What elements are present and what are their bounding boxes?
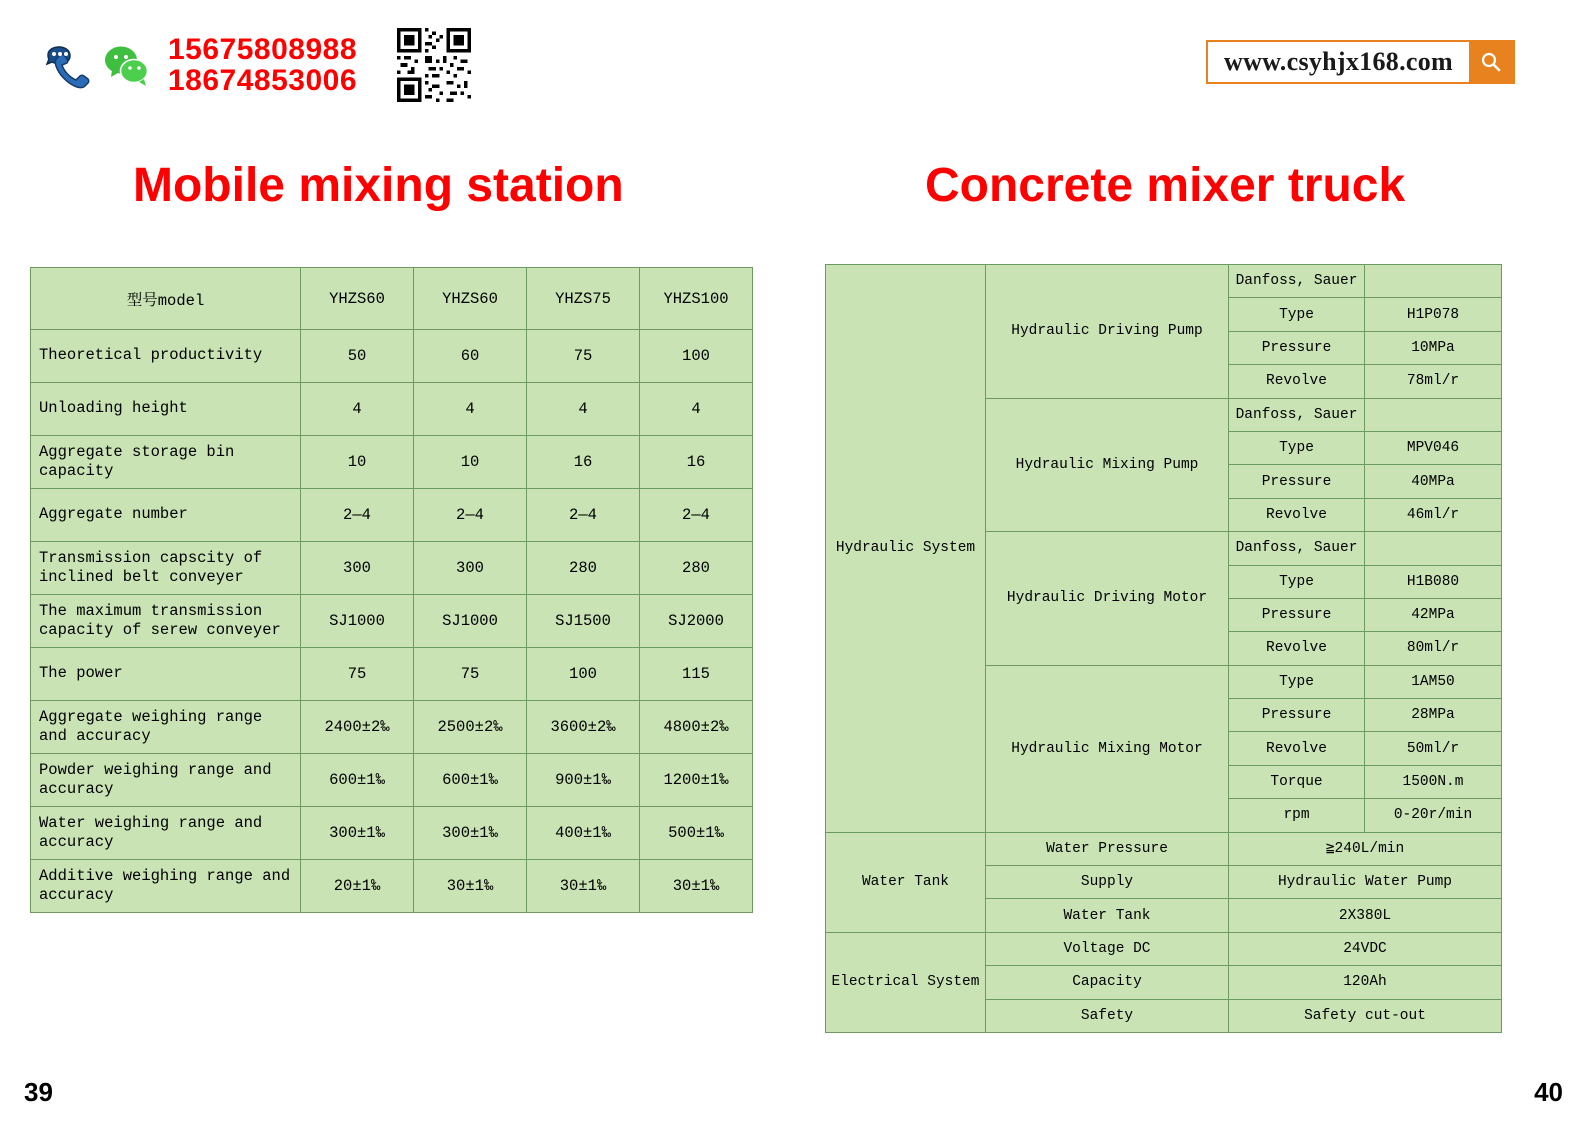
table-cell: 600±1‰ [414, 754, 527, 807]
row-label: Additive weighing range and accuracy [31, 860, 301, 913]
table-cell: 115 [640, 648, 753, 701]
group-label: Hydraulic System [826, 265, 986, 833]
table-cell: 2—4 [640, 489, 753, 542]
table-row [826, 832, 1502, 865]
table-cell: 4800±2‰ [640, 701, 753, 754]
table-cell: 900±1‰ [527, 754, 640, 807]
spec-value: 120Ah [1229, 966, 1502, 999]
row-label: Transmission capscity of inclined belt conveyer [31, 542, 301, 595]
spec-value: 50ml/r [1365, 732, 1502, 765]
table-header-row [31, 268, 753, 330]
table-cell: 75 [527, 330, 640, 383]
table-row [826, 932, 1502, 965]
subgroup-label: Hydraulic Mixing Pump [986, 398, 1229, 532]
table-cell: 60 [414, 330, 527, 383]
spec-value: Safety cut-out [1229, 999, 1502, 1032]
table-cell: SJ1000 [301, 595, 414, 648]
table-cell: SJ2000 [640, 595, 753, 648]
spec-value [1365, 532, 1502, 565]
table-row [31, 807, 753, 860]
website-url-text: www.csyhjx168.com [1224, 47, 1453, 76]
table-cell: 16 [640, 436, 753, 489]
mobile-mixing-station-table [30, 267, 753, 913]
spec-key: Revolve [1229, 732, 1365, 765]
group-label: Electrical System [826, 932, 986, 1032]
subgroup-label: Hydraulic Driving Motor [986, 532, 1229, 666]
table-row [31, 595, 753, 648]
table-row [826, 265, 1502, 298]
row-label: The maximum transmission capacity of serew conveyer [31, 595, 301, 648]
spec-value: 40MPa [1365, 465, 1502, 498]
table-cell: 75 [301, 648, 414, 701]
spec-key: Revolve [1229, 365, 1365, 398]
phone-number-2: 18674853006 [168, 64, 358, 97]
spec-key: Pressure [1229, 699, 1365, 732]
table-cell: 2400±2‰ [301, 701, 414, 754]
table-cell: 50 [301, 330, 414, 383]
table-cell: SJ1500 [527, 595, 640, 648]
spec-value: MPV046 [1365, 431, 1502, 464]
spec-key: rpm [1229, 799, 1365, 832]
row-label: Aggregate storage bin capacity [31, 436, 301, 489]
table-cell: 75 [414, 648, 527, 701]
row-label: The power [31, 648, 301, 701]
spec-key: Voltage DC [986, 932, 1229, 965]
page-title-right: Concrete mixer truck [925, 159, 1406, 212]
spec-key: Pressure [1229, 465, 1365, 498]
table-row [31, 701, 753, 754]
spec-key: Capacity [986, 966, 1229, 999]
row-label: Aggregate weighing range and accuracy [31, 701, 301, 754]
spec-value: 10MPa [1365, 331, 1502, 364]
spec-value: H1B080 [1365, 565, 1502, 598]
column-header: YHZS60 [414, 268, 527, 330]
spec-key: Revolve [1229, 498, 1365, 531]
spec-key: Pressure [1229, 598, 1365, 631]
telephone-icon [42, 41, 90, 89]
spec-key: Water Pressure [986, 832, 1229, 865]
spec-key: Type [1229, 665, 1365, 698]
table-cell: 3600±2‰ [527, 701, 640, 754]
spec-value: 24VDC [1229, 932, 1502, 965]
spec-value: 28MPa [1365, 699, 1502, 732]
table-cell: 4 [527, 383, 640, 436]
table-cell: 10 [414, 436, 527, 489]
spec-value: 46ml/r [1365, 498, 1502, 531]
table-cell: 100 [527, 648, 640, 701]
website-url-box[interactable] [1206, 40, 1515, 84]
spec-value: ≧240L/min [1229, 832, 1502, 865]
spec-value: 78ml/r [1365, 365, 1502, 398]
table-cell: 400±1‰ [527, 807, 640, 860]
table-row [31, 648, 753, 701]
spec-key: Torque [1229, 765, 1365, 798]
page-title-left: Mobile mixing station [133, 159, 624, 212]
row-label: Unloading height [31, 383, 301, 436]
row-label: Powder weighing range and accuracy [31, 754, 301, 807]
table-cell: 10 [301, 436, 414, 489]
table-cell: 30±1‰ [527, 860, 640, 913]
row-label: Aggregate number [31, 489, 301, 542]
search-icon[interactable] [1469, 42, 1513, 82]
contact-block [42, 28, 471, 102]
table-row [31, 754, 753, 807]
page-number-right: 40 [1534, 1077, 1563, 1107]
spec-key: Pressure [1229, 331, 1365, 364]
table-cell: 300±1‰ [301, 807, 414, 860]
table-cell: 2500±2‰ [414, 701, 527, 754]
table-cell: 2—4 [301, 489, 414, 542]
row-label: Theoretical productivity [31, 330, 301, 383]
table-row [31, 489, 753, 542]
spec-value: 2X380L [1229, 899, 1502, 932]
phone-numbers [168, 34, 357, 97]
table-row [31, 383, 753, 436]
table-cell: 4 [640, 383, 753, 436]
table-row [31, 330, 753, 383]
spec-key: Revolve [1229, 632, 1365, 665]
subgroup-label: Hydraulic Driving Pump [986, 265, 1229, 399]
spec-key: Supply [986, 866, 1229, 899]
spec-key: Danfoss, Sauer [1229, 265, 1365, 298]
table-cell: 2—4 [414, 489, 527, 542]
column-header: YHZS75 [527, 268, 640, 330]
spec-key: Water Tank [986, 899, 1229, 932]
spec-key: Danfoss, Sauer [1229, 532, 1365, 565]
concrete-mixer-truck-table [825, 264, 1502, 1033]
table-cell: 600±1‰ [301, 754, 414, 807]
table-row [31, 542, 753, 595]
subgroup-label: Hydraulic Mixing Motor [986, 665, 1229, 832]
spec-key: Type [1229, 298, 1365, 331]
table-cell: 1200±1‰ [640, 754, 753, 807]
spec-value: H1P078 [1365, 298, 1502, 331]
page-number-left: 39 [24, 1077, 53, 1107]
group-label: Water Tank [826, 832, 986, 932]
spec-value: Hydraulic Water Pump [1229, 866, 1502, 899]
spec-value: 42MPa [1365, 598, 1502, 631]
table-cell: 4 [414, 383, 527, 436]
table-cell: 300 [301, 542, 414, 595]
column-header: YHZS60 [301, 268, 414, 330]
table-cell: 500±1‰ [640, 807, 753, 860]
spec-key: Safety [986, 999, 1229, 1032]
spec-value: 1500N.m [1365, 765, 1502, 798]
phone-number-1: 15675808988 [168, 32, 358, 66]
table-cell: 300 [414, 542, 527, 595]
spec-key: Type [1229, 431, 1365, 464]
column-header: 型号model [31, 268, 301, 330]
spec-key: Danfoss, Sauer [1229, 398, 1365, 431]
spec-key: Type [1229, 565, 1365, 598]
column-header: YHZS100 [640, 268, 753, 330]
spec-value: 0-20r/min [1365, 799, 1502, 832]
table-cell: 280 [527, 542, 640, 595]
table-cell: 20±1‰ [301, 860, 414, 913]
wechat-icon [102, 41, 150, 89]
table-cell: 2—4 [527, 489, 640, 542]
row-label: Water weighing range and accuracy [31, 807, 301, 860]
spec-value: 80ml/r [1365, 632, 1502, 665]
table-row [31, 436, 753, 489]
page-header [0, 14, 1587, 114]
table-cell: 300±1‰ [414, 807, 527, 860]
table-cell: 30±1‰ [640, 860, 753, 913]
table-cell: 30±1‰ [414, 860, 527, 913]
table-row [31, 860, 753, 913]
table-cell: 16 [527, 436, 640, 489]
spec-value: 1AM50 [1365, 665, 1502, 698]
table-cell: 280 [640, 542, 753, 595]
table-cell: 4 [301, 383, 414, 436]
table-cell: SJ1000 [414, 595, 527, 648]
spec-value [1365, 398, 1502, 431]
qr-code [397, 28, 471, 102]
spec-value [1365, 265, 1502, 298]
table-cell: 100 [640, 330, 753, 383]
